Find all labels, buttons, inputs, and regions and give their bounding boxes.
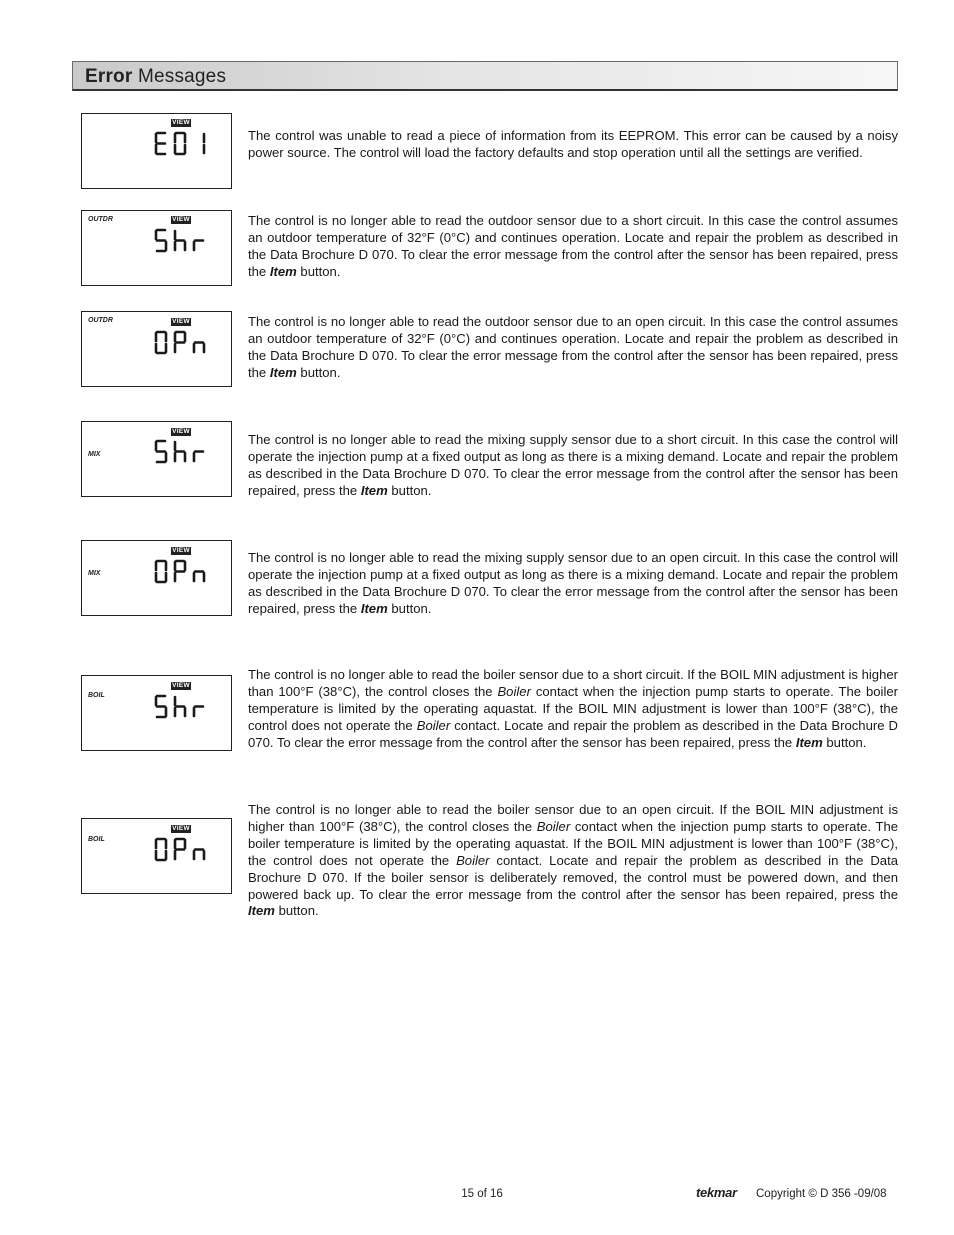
description-text: button. xyxy=(387,482,432,498)
lcd-digit xyxy=(194,452,203,462)
description-text: The control was unable to read a piece of information from its EEPROM. This error can be caused by a noisy power source. The control will load the factory defaults and stop operation until all the settings are verified. xyxy=(248,128,898,160)
description-text: button. xyxy=(387,600,432,616)
lcd-digit xyxy=(175,231,185,250)
lcd-digit xyxy=(175,697,185,716)
lcd-error-code xyxy=(154,330,214,356)
lcd-error-code xyxy=(154,131,214,157)
lcd-display xyxy=(81,675,232,751)
lcd-digit xyxy=(175,332,185,352)
view-badge: VIEW xyxy=(172,682,190,689)
lcd-display xyxy=(81,113,232,189)
lcd-error-code xyxy=(154,228,214,254)
description-text: contact when the injection pump starts to operate. The boiler temperature is limited by the operating aquastat. If the BOIL MIN adjustment is lower than 100°F (38°C), the control does not operate the xyxy=(248,683,898,733)
lcd-digit xyxy=(175,561,185,581)
lcd-display xyxy=(81,421,232,497)
item-button-ref: Item xyxy=(269,263,297,279)
description-text: contact. Locate and repair the problem as described in the Data Brochure D 070. To clear the error message from the control after the sensor has been repaired, press the xyxy=(248,717,898,750)
brand-logo: tekmar xyxy=(696,1185,737,1200)
boiler-contact-ref: Boiler xyxy=(456,852,490,868)
error-description xyxy=(248,314,898,382)
view-badge: VIEW xyxy=(172,318,190,325)
item-button-ref: Item xyxy=(360,482,388,498)
lcd-display xyxy=(81,311,232,387)
lcd-digit xyxy=(156,133,165,154)
lcd-error-code xyxy=(154,694,214,720)
item-button-ref: Item xyxy=(795,734,823,750)
lcd-digit xyxy=(156,561,166,582)
description-text: The control is no longer able to read the boiler sensor due to a short circuit. If the BOIL MIN adjustment is higher than 100°F (38°C), the control closes the xyxy=(248,667,898,699)
copyright: Copyright © D 356 -09/08 xyxy=(756,1188,887,1200)
lcd-display xyxy=(81,210,232,286)
error-description xyxy=(248,667,898,752)
description-text: contact when the injection pump starts to operate. The boiler temperature is limited by the operating aquastat. If the BOIL MIN adjustment is lower than 100°F (38°C), the control does not operate the xyxy=(248,818,899,868)
description-text: contact. Locate and repair the problem as described in the Data Brochure D 070. If the boiler sensor is deliberately removed, the control must be powered down, and then powered back up. To clear the error message from the control after the sensor has been repaired, press the xyxy=(248,852,898,902)
sensor-label: MIX xyxy=(88,451,101,458)
lcd-display xyxy=(81,540,232,616)
error-description xyxy=(248,213,898,281)
item-button-ref: Item xyxy=(360,600,388,616)
sensor-label: BOIL xyxy=(88,836,105,843)
view-badge: VIEW xyxy=(172,428,190,435)
description-text: button. xyxy=(296,263,341,279)
lcd-digit xyxy=(194,850,204,860)
sensor-label: BOIL xyxy=(88,692,105,699)
lcd-digit xyxy=(175,839,185,859)
description-text: The control is no longer able to read the mixing supply sensor due to a short circuit. In this case the control will operate the injection pump at a fixed output as long as there is a mixing demand. Locate and repair the problem as described in the Data Brochure D 070. To clear the error message from the control after the sensor has been repaired, press the xyxy=(248,432,898,498)
lcd-digit xyxy=(194,707,203,717)
lcd-digit xyxy=(175,442,185,461)
error-description xyxy=(248,550,898,618)
lcd-digit xyxy=(194,572,204,582)
lcd-digit xyxy=(156,696,166,717)
description-text: The control is no longer able to read the boiler sensor due to an open circuit. If the BOIL MIN adjustment is higher than 100°F (38°C), the control closes the xyxy=(248,802,898,834)
view-badge: VIEW xyxy=(172,547,190,554)
lcd-error-code xyxy=(154,439,214,465)
section-header xyxy=(72,61,898,91)
boiler-contact-ref: Boiler xyxy=(497,683,531,699)
lcd-digit xyxy=(194,241,203,251)
page-number: 15 of 16 xyxy=(461,1188,503,1200)
view-badge: VIEW xyxy=(172,119,190,126)
view-badge: VIEW xyxy=(172,216,190,223)
boiler-contact-ref: Boiler xyxy=(416,717,451,733)
lcd-error-code xyxy=(154,837,214,863)
section-title: Error Messages xyxy=(85,66,227,87)
description-text: button. xyxy=(296,364,341,380)
lcd-digit xyxy=(175,133,185,154)
description-text: The control is no longer able to read the outdoor sensor due to an open circuit. In this case the control assumes an outdoor temperature of 32°F (0°C) and continues operation. Locate and repair the problem as described in the Data Brochure D 070. To clear the error message from the control after the sensor has been repaired, press the xyxy=(248,314,898,380)
item-button-ref: Item xyxy=(269,364,297,380)
sensor-label: OUTDR xyxy=(88,317,113,324)
lcd-digit xyxy=(156,441,166,462)
lcd-digit xyxy=(156,839,166,860)
sensor-label: MIX xyxy=(88,570,101,577)
error-description xyxy=(248,802,898,920)
item-button-ref: Item xyxy=(248,903,275,919)
boiler-contact-ref: Boiler xyxy=(536,818,571,834)
lcd-display xyxy=(81,818,232,894)
description-text: The control is no longer able to read the outdoor sensor due to a short circuit. In this case the control assumes an outdoor temperature of 32°F (0°C) and continues operation. Locate and repair the problem as described in the Data Brochure D 070. To clear the error message from the control after the sensor has been repaired, press the xyxy=(248,213,898,279)
description-text: The control is no longer able to read the mixing supply sensor due to an open circuit. In this case the control will operate the injection pump at a fixed output as long as there is a mixing demand. Locate and repair the problem as described in the Data Brochure D 070. To clear the error message from the control after the sensor has been repaired, press the xyxy=(248,550,898,616)
sensor-label: OUTDR xyxy=(88,216,113,223)
error-description xyxy=(248,128,898,162)
lcd-error-code xyxy=(154,559,214,585)
lcd-digit xyxy=(156,230,166,251)
lcd-digit xyxy=(194,343,204,353)
description-text: button. xyxy=(274,903,319,919)
lcd-digit xyxy=(156,332,166,353)
description-text: button. xyxy=(822,734,867,750)
error-description xyxy=(248,432,898,500)
view-badge: VIEW xyxy=(172,825,190,832)
